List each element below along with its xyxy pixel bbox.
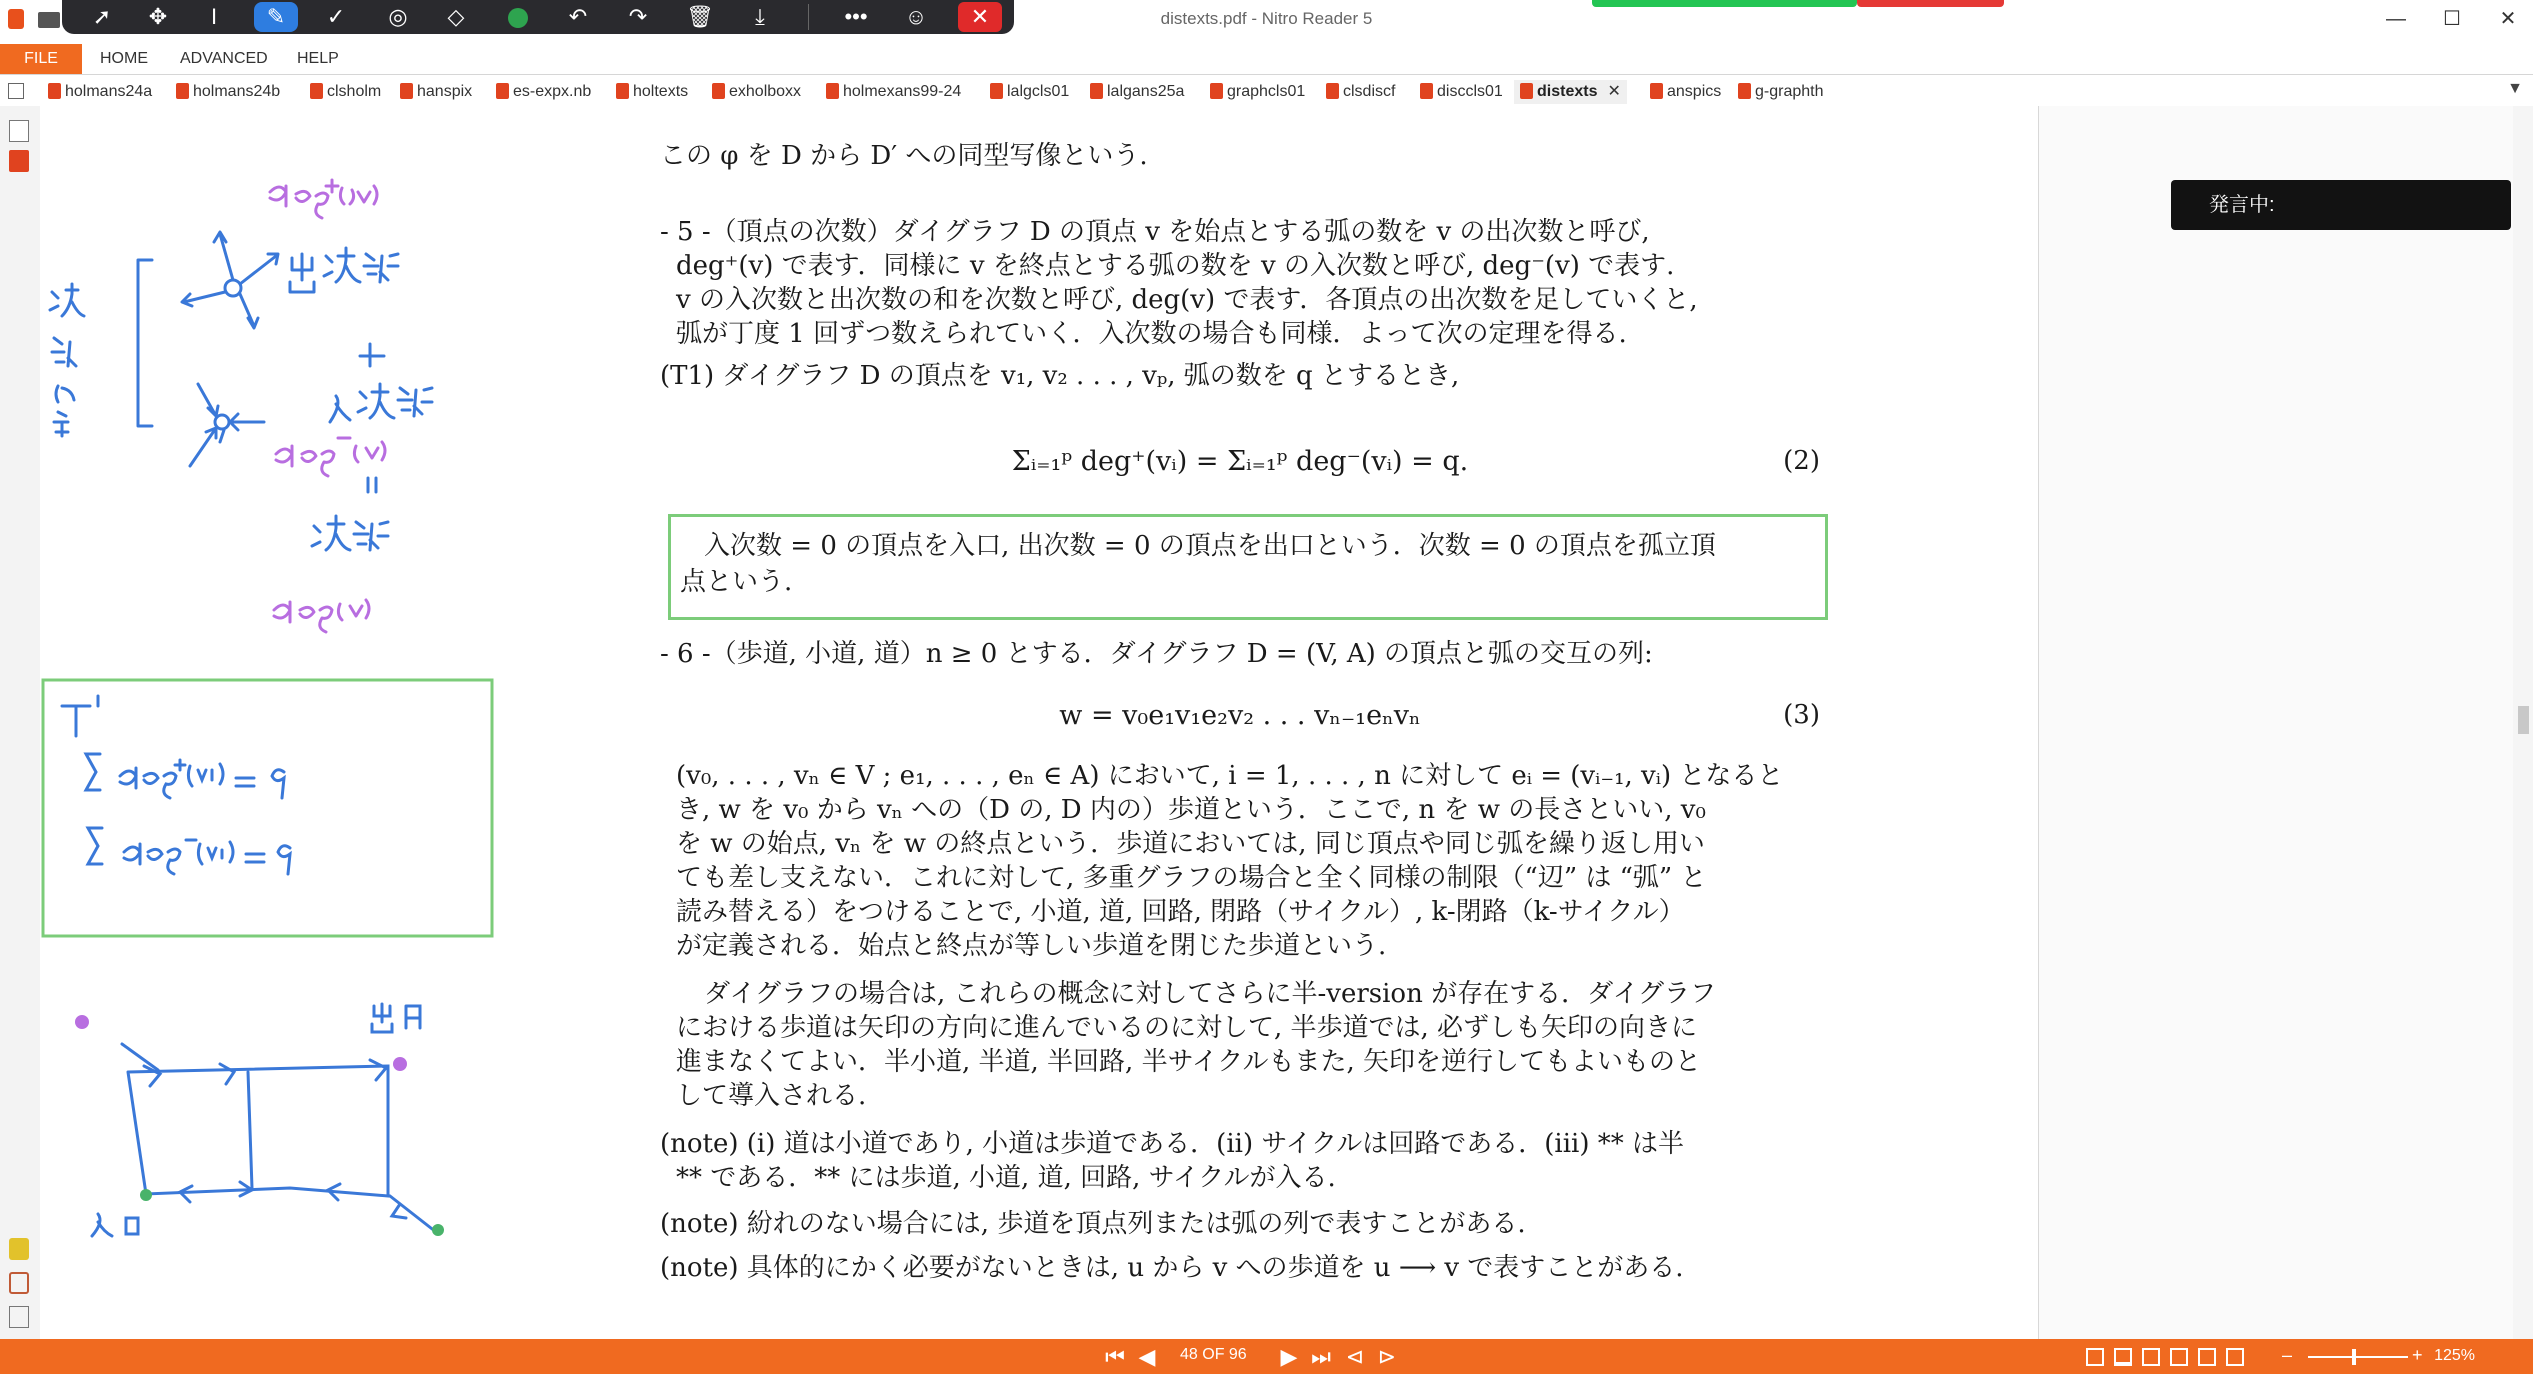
pdf-icon [310, 83, 323, 99]
ink-source-vertex [75, 1015, 89, 1029]
doc-line: が定義される．始点と終点が等しい歩道を閉じた歩道という. [676, 931, 1387, 961]
undo-icon[interactable]: ↶ [568, 4, 588, 29]
doc-line: - 6 -（歩道, 小道, 道）n ≥ 0 とする．ダイグラフ D = (V, A) の頂点と弧の交互の列: [660, 639, 1653, 669]
trash-icon[interactable]: 🗑 [686, 4, 714, 29]
doc-line: して導入される. [676, 1081, 867, 1111]
redo-icon[interactable]: ↷ [628, 4, 648, 29]
zoom-in-button[interactable]: + [2412, 1345, 2423, 1365]
doc-line: 弧が丁度 1 回ずつ数えられていく．入次数の場合も同様．よって次の定理を得る. [676, 319, 1627, 349]
status-bar [0, 1339, 2533, 1374]
zoom-out-button[interactable]: – [2282, 1345, 2293, 1365]
doc-line: における歩道は矢印の方向に進んでいるのに対して, 半歩道では, 必ずしも矢印の向きに [676, 1013, 1698, 1043]
tab-holmexans99-24[interactable]: holmexans99-24 [826, 80, 961, 104]
facing-continuous-view-icon[interactable] [2170, 1348, 2188, 1366]
doc-line: (v₀, . . . , vₙ ∈ V ; e₁, . . . , eₙ ∈ A) において, i = 1, . . . , n に対して eᵢ = (vᵢ₋₁, vᵢ) となると [676, 761, 1784, 791]
pdf-icon [712, 83, 725, 99]
doc-line: 点という. [680, 567, 793, 597]
equation-2-number: (2) [1783, 446, 1820, 476]
zoom-slider[interactable] [2308, 1356, 2408, 1358]
pdf-icon [1738, 83, 1751, 99]
tab-holmans24a[interactable]: holmans24a [48, 80, 152, 104]
doc-line: (note) (i) 道は小道であり, 小道は歩道である．(ii) サイクルは回路である．(iii) ** は半 [660, 1129, 1685, 1159]
page-margin-area [2038, 106, 2514, 1339]
select-icon[interactable]: ➚ [92, 4, 112, 29]
ink-theorem-box [43, 680, 492, 936]
doc-line: (note) 具体的にかく必要がないときは, u から v への歩道を u ⟶ v で表すことがある. [660, 1253, 1684, 1283]
vertical-scrollbar[interactable] [2513, 106, 2533, 1339]
previous-page-button[interactable]: ◀ [1138, 1344, 1156, 1369]
pdf-icon [990, 83, 1003, 99]
bookmarks-icon[interactable] [9, 150, 29, 172]
menu-file[interactable]: FILE [0, 44, 82, 74]
pdf-icon [1210, 83, 1223, 99]
facing-view-icon[interactable] [2142, 1348, 2160, 1366]
minimize-button[interactable]: — [2386, 8, 2406, 30]
text-cursor-icon[interactable]: I [210, 4, 218, 29]
fit-width-icon[interactable] [2198, 1348, 2216, 1366]
ink-deg-plus-label [270, 180, 377, 218]
pdf-icon [48, 83, 61, 99]
tab-list-icon[interactable] [8, 83, 24, 99]
doc-line: き, w を v₀ から vₙ への（D の, D 内の）歩道という．ここで, n を w の長さといい, v₀ [676, 795, 1706, 825]
ink-exit-label [372, 1004, 420, 1032]
tab-lalgans25a[interactable]: lalgans25a [1090, 80, 1184, 104]
screen-share-indicator [1592, 0, 2004, 7]
tab-holmans24b[interactable]: holmans24b [176, 80, 280, 104]
check-icon[interactable]: ✓ [326, 4, 346, 29]
pdf-page [660, 110, 1820, 1330]
window-title: distexts.pdf - Nitro Reader 5 [1160, 9, 1373, 28]
first-page-button[interactable]: ⏮ [1105, 1344, 1125, 1369]
pdf-icon [1326, 83, 1339, 99]
left-rail [0, 106, 41, 1339]
menu-help[interactable]: HELP [297, 50, 339, 67]
last-page-button[interactable]: ⏭ [1311, 1344, 1331, 1369]
pdf-icon [616, 83, 629, 99]
doc-line: を w の始点, vₙ を w の終点という．歩道においては, 同じ頂点や同じ弧を繰り返し用い [676, 829, 1705, 859]
forward-view-button[interactable]: ⊳ [1377, 1344, 1397, 1369]
equation-3: w = v₀e₁v₁e₂v₂ . . . vₙ₋₁eₙvₙ [1059, 700, 1421, 731]
scrollbar-thumb[interactable] [2518, 706, 2529, 734]
tab-lalgcls01[interactable]: lalgcls01 [990, 80, 1069, 104]
doc-line: ても差し支えない．これに対して, 多重グラフの場合と全く同様の制限（“辺” は “弧” と [676, 863, 1707, 893]
close-tab-icon[interactable]: ✕ [1607, 83, 1621, 100]
ink-annotations [40, 106, 510, 1339]
pdf-icon [1650, 83, 1663, 99]
eraser-icon[interactable]: ◇ [447, 4, 465, 29]
page-indicator[interactable]: 48 OF 96 [1180, 1346, 1247, 1363]
download-icon[interactable]: ⤓ [755, 4, 765, 29]
ink-in-degree-text [330, 384, 432, 422]
pdf-icon [826, 83, 839, 99]
equation-3-number: (3) [1783, 700, 1820, 730]
next-page-button[interactable]: ▶ [1280, 1344, 1298, 1369]
tab-clsdiscf[interactable]: clsdiscf [1326, 80, 1395, 104]
continuous-view-icon[interactable] [2114, 1348, 2132, 1366]
maximize-button[interactable]: ☐ [2443, 8, 2461, 30]
ink-out-degree-vertex [182, 232, 278, 328]
move-icon[interactable]: ✥ [148, 4, 168, 29]
doc-line: (note) 紛れのない場合には, 歩道を頂点列または弧の列で表すことがある. [660, 1209, 1526, 1239]
menu-advanced[interactable]: ADVANCED [180, 50, 268, 67]
tab-es-expx[interactable]: es-expx.nb [496, 80, 591, 104]
doc-line: 入次数 = 0 の頂点を入口, 出次数 = 0 の頂点を出口という．次数 = 0 の頂点を孤立頂 [704, 531, 1716, 561]
ink-degree-text [312, 516, 388, 550]
user-icon[interactable]: ☺ [904, 4, 928, 29]
tab-g-graphth[interactable]: g-graphth [1738, 80, 1824, 104]
equation-2: Σᵢ₌₁ᵖ deg⁺(vᵢ) = Σᵢ₌₁ᵖ deg⁻(vᵢ) = q. [1011, 446, 1469, 477]
document-tabs [0, 76, 2533, 107]
tab-disccls01[interactable]: disccls01 [1420, 80, 1503, 104]
tabs-overflow-icon[interactable]: ▼ [2507, 80, 2523, 97]
tab-clsholm[interactable]: clsholm [310, 80, 381, 104]
fit-page-icon[interactable] [2226, 1348, 2244, 1366]
tab-anspics[interactable]: anspics [1650, 80, 1721, 104]
ink-plus-sign [360, 344, 384, 366]
pdf-icon [1420, 83, 1433, 99]
pdf-icon [496, 83, 509, 99]
ink-in-degree-vertex [190, 384, 264, 466]
layers-icon[interactable] [9, 1306, 29, 1328]
doc-line: (T1) ダイグラフ D の頂点を v₁, v₂ . . . , vₚ, 弧の数を q とするとき, [660, 361, 1460, 391]
target-icon[interactable]: ◎ [388, 4, 408, 29]
doc-line: この φ を D から D′ への同型写像という. [660, 141, 1148, 171]
ink-deg-label [274, 600, 369, 632]
speaking-indicator: 発言中: [2171, 180, 2511, 230]
more-icon[interactable]: ••• [844, 4, 868, 29]
ink-exit-vertex [432, 1224, 444, 1236]
pen-icon[interactable]: ✎ [254, 2, 298, 32]
ink-entry-vertex [140, 1189, 152, 1201]
zoom-level[interactable]: 125% [2434, 1347, 2475, 1364]
close-toolbar-icon[interactable]: ✕ [958, 2, 1002, 32]
tab-holtexts[interactable]: holtexts [616, 80, 688, 104]
doc-line: ダイグラフの場合は, これらの概念に対してさらに半-version が存在する．ダイグラフ [704, 979, 1717, 1009]
doc-line: v の入次数と出次数の和を次数と呼び, deg(v) で表す．各頂点の出次数を足していくと, [676, 285, 1698, 315]
handwritten-notes-panel[interactable] [40, 106, 511, 1339]
pdf-icon [400, 83, 413, 99]
ink-entry-label [92, 1214, 138, 1236]
tab-distexts[interactable]: distexts ✕ [1514, 80, 1627, 104]
color-dot-icon[interactable] [496, 2, 540, 32]
doc-line: ** である．** には歩道, 小道, 道, 回路, サイクルが入る. [676, 1163, 1336, 1193]
zoom-slider-thumb[interactable] [2352, 1349, 2356, 1365]
pdf-icon [176, 83, 189, 99]
tab-hanspix[interactable]: hanspix [400, 80, 472, 104]
ink-degree-bracket [50, 260, 152, 436]
doc-line: 読み替える）をつけることで, 小道, 道, 回路, 閉路（サイクル）, k-閉路（k-サイクル） [676, 897, 1685, 927]
ink-example-digraph [122, 1044, 436, 1232]
pages-icon[interactable] [9, 120, 29, 142]
comments-icon[interactable] [9, 1238, 29, 1260]
ribbon-menu [0, 44, 2533, 75]
annotation-toolbar [62, 0, 1014, 34]
ink-deg-minus-label [276, 438, 385, 476]
pdf-icon [1520, 83, 1533, 99]
menu-home[interactable]: HOME [100, 50, 148, 67]
doc-line: deg⁺(v) で表す．同様に v を終点とする弧の数を v の入次数と呼び, deg⁻(v) で表す. [676, 251, 1675, 281]
pdf-icon [1090, 83, 1103, 99]
ink-sink-vertex [393, 1057, 407, 1071]
tab-graphcls01[interactable]: graphcls01 [1210, 80, 1305, 104]
ink-theorem-t1 [62, 696, 290, 874]
close-window-button[interactable]: ✕ [2499, 8, 2517, 30]
ink-parallel-sign [368, 478, 376, 492]
single-page-view-icon[interactable] [2086, 1348, 2104, 1366]
back-view-button[interactable]: ⊲ [1345, 1344, 1365, 1369]
doc-line: - 5 -（頂点の次数）ダイグラフ D の頂点 v を始点とする弧の数を v の出次数と呼び, [660, 217, 1650, 247]
tab-exholboxx[interactable]: exholboxx [712, 80, 801, 104]
doc-line: 進まなくてよい．半小道, 半道, 半回路, 半サイクルもまた, 矢印を逆行してもよいものと [676, 1047, 1701, 1077]
ink-out-degree-text [290, 248, 398, 292]
attachments-icon[interactable] [9, 1272, 29, 1294]
